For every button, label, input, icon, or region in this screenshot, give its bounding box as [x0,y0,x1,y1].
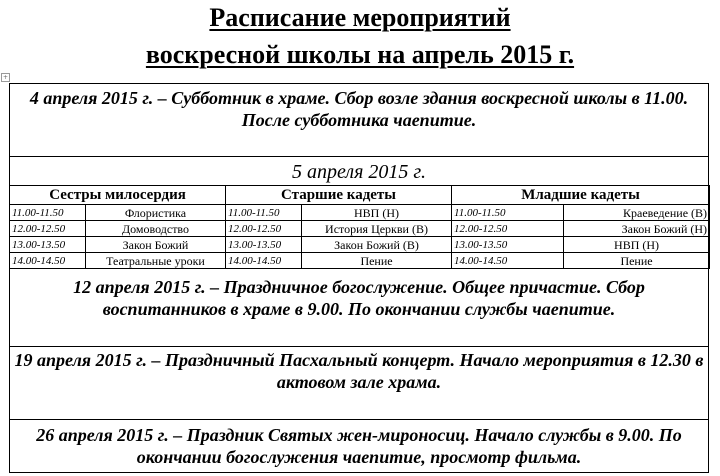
time-cell: 14.00-14.50 [10,253,86,269]
event-april-4-text: 4 апреля 2015 г. – Субботник в храме. Сбор возле здания воскресной школы в 11.00. После субботника чаепитие. [29,88,689,130]
table-row [10,253,710,269]
time-cell: 12.00-12.50 [10,221,86,237]
divider [9,346,709,347]
time-cell: 12.00-12.50 [226,221,302,237]
subject-cell: Закон Божий (Н) [564,221,710,237]
time-cell: 13.00-13.50 [10,237,86,253]
subject-cell: НВП (Н) [302,205,452,221]
group-header: Младшие кадеты [452,186,710,205]
event-april-12-text: 12 апреля 2015 г. – Праздничное богослужение. Общее причастие. Сбор воспитанников в храме в 9.00. По окончании службы чаепитие. [73,277,645,319]
event-april-26-text: 26 апреля 2015 г. – Праздник Святых жен-мироносиц. Начало службы в 9.00. По окончании богослужения чаепитие, просмотр фильма. [36,425,682,467]
table-row [10,205,710,221]
subject-cell: Театральные уроки [86,253,226,269]
time-cell: 11.00-11.50 [452,205,564,221]
table-row [10,221,710,237]
divider [9,419,709,420]
event-april-19 [9,349,709,393]
group-header: Старшие кадеты [226,186,452,205]
divider [9,156,709,157]
page-title-line2: воскресной школы на апрель 2015 г. [145,40,575,69]
subject-cell: Флористика [86,205,226,221]
event-april-4 [9,87,709,131]
event-april-12 [9,276,709,320]
subject-cell: Домоводство [86,221,226,237]
time-cell: 13.00-13.50 [452,237,564,253]
table-row [10,237,710,253]
subject-cell: Краеведение (В) [564,205,710,221]
subject-cell: История Церкви (В) [302,221,452,237]
time-cell: 11.00-11.50 [226,205,302,221]
event-april-5-header: 5 апреля 2015 г. [292,161,426,183]
subject-cell: НВП (Н) [564,237,710,253]
schedule-header-row [10,186,710,205]
subject-cell: Пение [564,253,710,269]
subject-cell: Закон Божий [86,237,226,253]
subject-cell: Пение [302,253,452,269]
event-april-26 [9,424,709,468]
anchor-icon[interactable]: + [2,74,9,81]
time-cell: 11.00-11.50 [10,205,86,221]
subject-cell: Закон Божий (В) [302,237,452,253]
time-cell: 13.00-13.50 [226,237,302,253]
event-april-19-text: 19 апреля 2015 г. – Праздничный Пасхальный концерт. Начало мероприятия в 12.30 в актовом зале храма. [14,350,704,392]
time-cell: 14.00-14.50 [452,253,564,269]
time-cell: 14.00-14.50 [226,253,302,269]
group-header: Сестры милосердия [10,186,226,205]
schedule-table [9,185,710,269]
page-title-line1: Расписание мероприятий [209,3,511,32]
time-cell: 12.00-12.50 [452,221,564,237]
